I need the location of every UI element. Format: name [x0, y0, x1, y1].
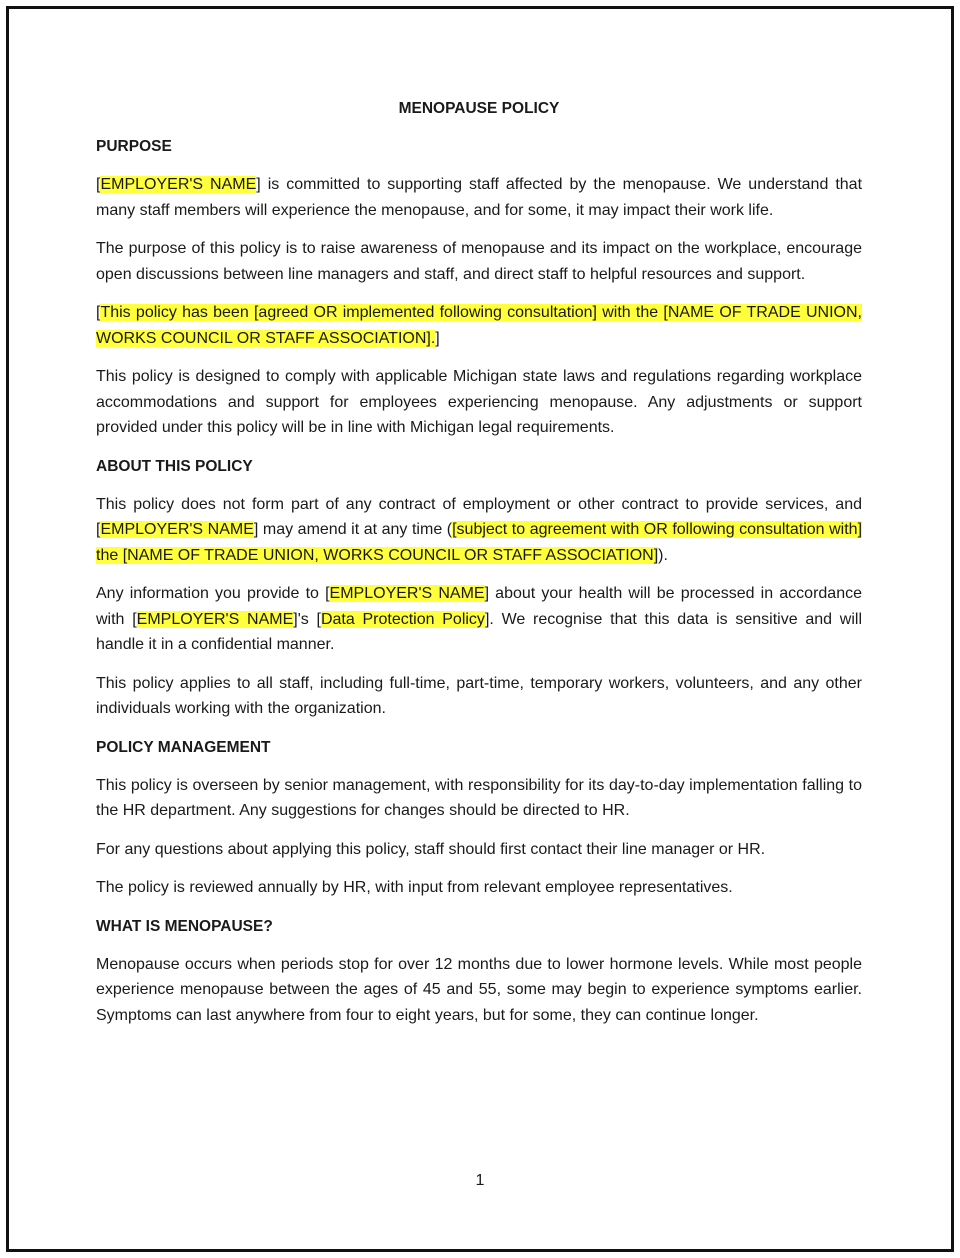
placeholder-employer-name: EMPLOYER'S NAME — [100, 176, 257, 193]
section-heading-management: POLICY MANAGEMENT — [96, 738, 271, 756]
paragraph-text: This policy does not form part of any contract of employment or other contract to provide services, and [ — [96, 495, 862, 538]
paragraph-text: ] is committed to supporting staff affected by the menopause. We understand that many staff members will experience the menopause, and for some, it may impact their work life. — [96, 176, 863, 219]
about-paragraph-2 — [96, 581, 862, 658]
paragraph-text: ]'s [ — [293, 610, 321, 628]
paragraph-text: ] may amend it at any time ( — [253, 521, 453, 538]
management-paragraph-2: For any questions about applying this policy, staff should first contact their line manager or HR. — [96, 840, 766, 858]
section-heading-purpose: PURPOSE — [96, 138, 172, 155]
placeholder-employer-name: EMPLOYER'S NAME — [329, 585, 485, 602]
purpose-paragraph-4: This policy is designed to comply with applicable Michigan state laws and regulations regarding workplace accommodations and support for employees experiencing menopause. Any adjustments or support provided under this policy will be in line with Michigan legal requirements. — [96, 368, 862, 436]
management-paragraph-1: This policy is overseen by senior management, with responsibility for its day-to-day implementation falling to the HR department. Any suggestions for changes should be directed to HR. — [96, 776, 862, 819]
section-heading-about: ABOUT THIS POLICY — [96, 457, 253, 475]
placeholder-employer-name: EMPLOYER'S NAME — [100, 521, 254, 538]
bracket-text: ] — [435, 329, 440, 347]
bracket-text: [ — [96, 176, 101, 193]
management-paragraph-3: The policy is reviewed annually by HR, with input from relevant employee representatives. — [96, 879, 733, 896]
paragraph-text: Any information you provide to [ — [96, 585, 330, 602]
placeholder-consultation-note: This policy has been [agreed OR implemented following consultation] with the [NAME OF TRADE UNION, WORKS COUNCIL OR STAFF ASSOCIATION]. — [96, 304, 862, 347]
about-paragraph-1 — [96, 492, 862, 569]
paragraph-text: ]. We recognise that this data is sensitive and will handle it in a confidential manner. — [96, 610, 863, 653]
placeholder-data-protection-policy: Data Protection Policy — [320, 610, 485, 628]
paragraph-text: ). — [658, 546, 668, 564]
document-body — [96, 96, 862, 1041]
what-is-paragraph-1: Menopause occurs when periods stop for over 12 months due to lower hormone levels. While most people experience menopause between the ages of 45 and 55, some may begin to experience symptoms earlier. Symptoms can last anywhere from four to eight years, but for some, they can continue longer. — [96, 955, 862, 1024]
document-title: MENOPAUSE POLICY — [398, 100, 560, 117]
purpose-paragraph-2: The purpose of this policy is to raise awareness of menopause and its impact on the workplace, encourage open discussions between line managers and staff, and direct staff to helpful resources and support. — [96, 240, 862, 283]
section-heading-what-is-menopause: WHAT IS MENOPAUSE? — [96, 917, 273, 935]
paragraph-text: ] about your health will be processed in accordance with [ — [96, 585, 863, 628]
about-paragraph-3: This policy applies to all staff, including full-time, part-time, temporary workers, volunteers, and any other individuals working with the organization. — [96, 674, 862, 717]
placeholder-employer-name: EMPLOYER'S NAME — [136, 610, 294, 628]
placeholder-consultation-note: [subject to agreement with OR following consultation with] the [NAME OF TRADE UNION, WORKS COUNCIL OR STAFF ASSOCIATION] — [96, 521, 863, 564]
bracket-text: [ — [96, 304, 101, 321]
purpose-paragraph-1 — [96, 172, 862, 223]
page-number: 1 — [475, 1172, 485, 1189]
purpose-paragraph-3 — [96, 300, 862, 351]
